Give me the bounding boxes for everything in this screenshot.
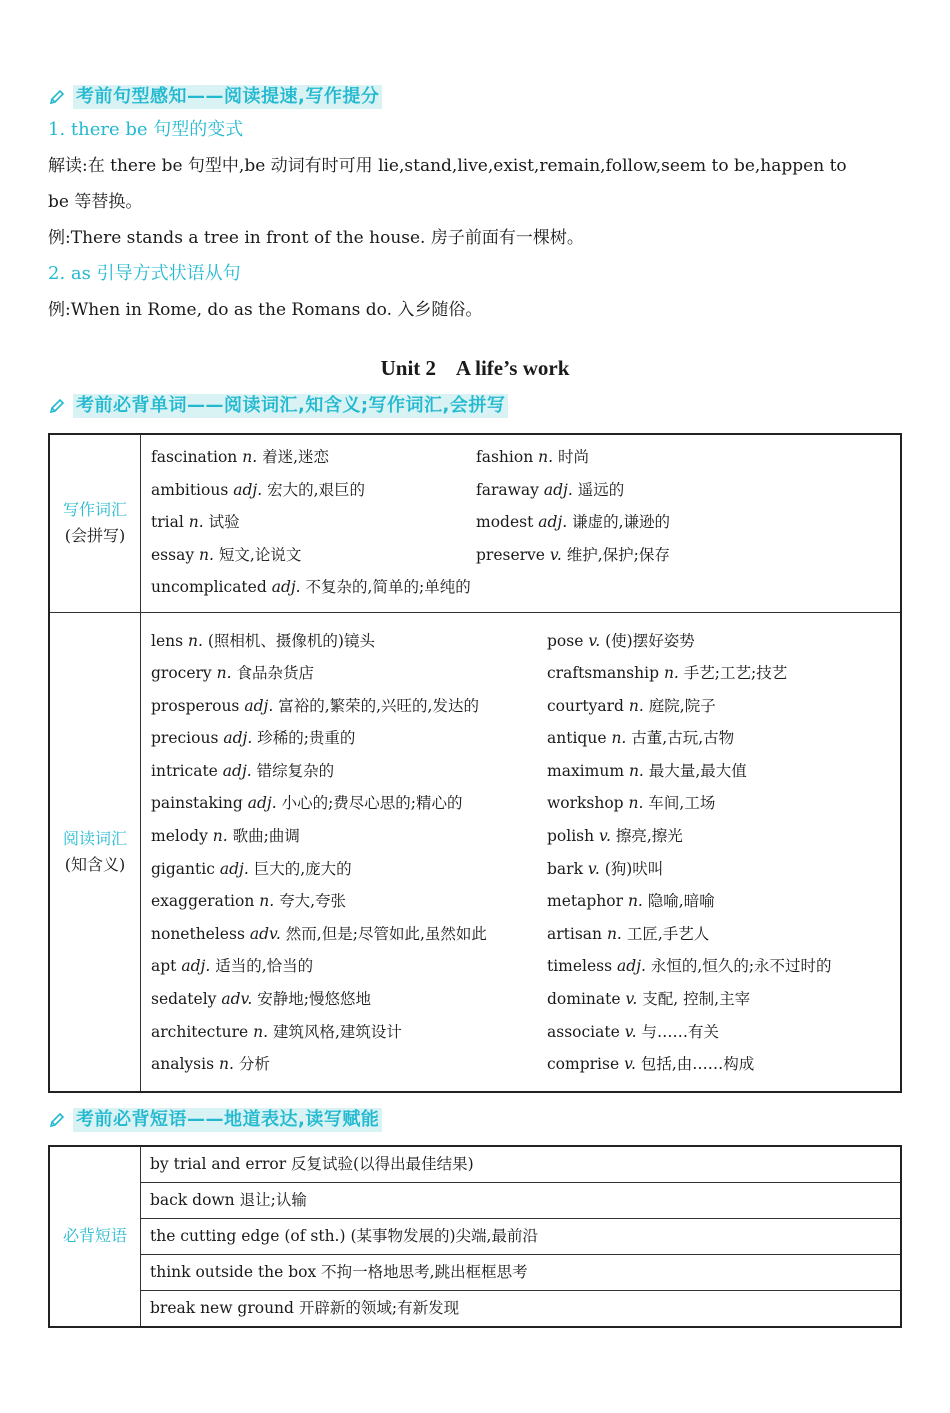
vocab-entry <box>547 657 899 690</box>
vocab-meaning: 与……有关 <box>641 1022 720 1041</box>
vocab-meaning: 珍稀的;贵重的 <box>257 729 356 748</box>
vocab-entry <box>547 983 899 1016</box>
vocab-meaning: 车间,工场 <box>648 794 716 813</box>
vocab-pos: v. <box>624 1022 637 1041</box>
vocab-pos: n. <box>188 513 204 531</box>
pencil-icon <box>48 88 66 106</box>
vocab-pos: adj. <box>233 480 263 499</box>
vocab-word: maximum <box>547 761 625 780</box>
vocab-meaning: 适当的,恰当的 <box>215 957 314 976</box>
phrase-row <box>49 1182 901 1218</box>
vocab-pos: adj. <box>223 729 253 748</box>
vocab-meaning: 分析 <box>238 1055 270 1074</box>
vocab-word: sedately <box>151 990 217 1009</box>
vocab-word: nonetheless <box>151 924 245 943</box>
vocab-pos: adv. <box>221 990 253 1009</box>
vocab-entry <box>151 853 547 886</box>
pencil-icon <box>48 397 66 415</box>
pencil-icon <box>48 1111 66 1129</box>
vocab-word: bark <box>547 859 583 878</box>
section-heading-vocab <box>48 393 902 419</box>
vocab-word: analysis <box>151 1055 215 1074</box>
vocab-pos: adj. <box>271 578 301 596</box>
vocab-pos: n. <box>242 448 258 466</box>
vocab-meaning: 试验 <box>208 513 240 531</box>
vocab-meaning: 小心的;费尽心思的;精心的 <box>281 794 463 813</box>
vocab-meaning: 然而,但是;尽管如此,虽然如此 <box>285 924 487 943</box>
vocab-word: comprise <box>547 1055 620 1074</box>
vocab-word: trial <box>151 513 184 531</box>
vocab-meaning: (照相机、摄像机的)镜头 <box>207 631 375 650</box>
phrase-row <box>49 1290 901 1327</box>
vocab-word: craftsmanship <box>547 664 659 683</box>
vocab-pos: n. <box>628 696 644 715</box>
vocab-word: workshop <box>547 794 624 813</box>
reading-words-cell <box>141 612 902 1092</box>
writing-words-cell <box>141 434 902 612</box>
vocab-entry <box>151 441 476 474</box>
writing-row <box>49 434 901 612</box>
vocab-word: fashion <box>476 448 534 466</box>
vocab-pos: n. <box>628 761 644 780</box>
vocab-entry <box>547 918 899 951</box>
vocab-word: precious <box>151 729 219 748</box>
phrase-item: by trial and error 反复试验(以得出最佳结果) <box>141 1146 902 1183</box>
vocab-word: associate <box>547 1022 620 1041</box>
vocab-pos: n. <box>253 1022 269 1041</box>
vocab-entry <box>547 755 899 788</box>
vocab-meaning: 不复杂的,简单的;单纯的 <box>305 578 471 596</box>
vocab-entry <box>547 787 899 820</box>
vocab-word: artisan <box>547 924 603 943</box>
vocab-meaning: 短文,论说文 <box>218 545 302 564</box>
vocab-entry <box>151 571 476 604</box>
vocab-entry <box>151 1016 547 1049</box>
vocab-word: pose <box>547 631 584 650</box>
vocab-word: lens <box>151 631 184 650</box>
vocab-meaning: (狗)吠叫 <box>604 859 664 878</box>
vocab-word: timeless <box>547 957 613 976</box>
vocab-word: apt <box>151 957 177 976</box>
phrase-row <box>49 1218 901 1254</box>
writing-label-main: 写作词汇 <box>62 500 127 520</box>
vocab-word: ambitious <box>151 480 229 499</box>
vocab-pos: adj. <box>617 957 646 976</box>
vocab-meaning: 富裕的,繁荣的,兴旺的,发达的 <box>278 696 479 715</box>
vocab-word: gigantic <box>151 859 215 878</box>
vocab-word: painstaking <box>151 794 243 813</box>
vocab-word: dominate <box>547 990 621 1009</box>
vocab-pos: v. <box>587 859 600 878</box>
vocab-meaning: 最大量,最大值 <box>648 761 747 780</box>
vocab-entry <box>151 983 547 1016</box>
vocab-entry <box>547 950 899 983</box>
vocab-meaning: 建筑风格,建筑设计 <box>272 1022 402 1041</box>
vocab-pos: n. <box>216 664 232 683</box>
vocab-pos: v. <box>625 990 638 1009</box>
reading-label-main: 阅读词汇 <box>62 828 127 848</box>
vocab-word: preserve <box>476 545 545 564</box>
writing-label <box>49 434 141 612</box>
vocab-pos: n. <box>627 892 643 911</box>
vocab-entry <box>547 1016 899 1049</box>
vocab-entry <box>151 625 547 658</box>
vocab-pos: n. <box>606 924 622 943</box>
vocab-entry <box>547 885 899 918</box>
vocab-entry <box>151 787 547 820</box>
vocab-meaning: 擦亮,擦光 <box>615 827 683 846</box>
vocab-entry <box>151 690 547 723</box>
vocab-entry <box>547 820 899 853</box>
vocab-meaning: 手艺;工艺;技艺 <box>683 664 788 683</box>
phrase-label-main: 必背短语 <box>62 1226 127 1246</box>
vocab-pos: n. <box>188 631 203 650</box>
vocab-entry <box>151 950 547 983</box>
vocab-pos: adj. <box>244 696 274 715</box>
vocab-meaning: 歌曲;曲调 <box>232 827 300 846</box>
vocab-entry <box>547 690 899 723</box>
section-heading-phrases <box>48 1107 902 1133</box>
vocab-word: grocery <box>151 664 212 683</box>
vocab-entry <box>151 1048 547 1081</box>
page <box>48 84 902 1328</box>
phrase-item: think outside the box 不拘一格地思考,跳出框框思考 <box>141 1254 902 1290</box>
vocab-pos: adj. <box>543 480 573 499</box>
vocab-meaning: 着迷,迷恋 <box>262 448 330 466</box>
vocab-entry <box>151 474 476 507</box>
vocab-pos: adj. <box>538 513 568 531</box>
vocab-entry <box>151 506 476 539</box>
vocab-entry <box>547 1048 899 1081</box>
vocab-meaning: 永恒的,恒久的;永不过时的 <box>650 957 832 976</box>
vocab-meaning: 支配, 控制,主宰 <box>642 990 751 1009</box>
vocab-pos: n. <box>628 794 644 813</box>
vocab-pos: n. <box>218 1055 234 1074</box>
unit-title: Unit 2 A life’s work <box>380 356 570 380</box>
reading-label-sub: (知含义) <box>64 854 126 874</box>
vocab-meaning: 古董,古玩,古物 <box>631 729 735 748</box>
item1-line1: 解读:在 there be 句型中,be 动词有时可用 lie,stand,live,exist,remain,follow,seem to be,happen to <box>48 156 847 176</box>
vocab-word: exaggeration <box>151 892 255 911</box>
vocab-entry <box>547 722 899 755</box>
vocab-meaning: 夸大,夸张 <box>279 892 347 911</box>
vocab-pos: v. <box>624 1055 636 1074</box>
phrase-item: break new ground 开辟新的领域;有新发现 <box>141 1290 902 1327</box>
vocab-table <box>48 433 902 1093</box>
vocab-entry <box>151 885 547 918</box>
vocab-entry <box>476 539 899 572</box>
vocab-pos: n. <box>538 448 554 466</box>
phrase-row <box>49 1254 901 1290</box>
phrase-heading-text: 考前必背短语——地道表达,读写赋能 <box>73 1108 382 1132</box>
vocab-word: faraway <box>476 480 539 499</box>
vocab-meaning: 安静地;慢悠悠地 <box>257 990 372 1009</box>
vocab-pos: adj. <box>247 794 277 813</box>
vocab-meaning: 庭院,院子 <box>648 696 716 715</box>
phrase-item: the cutting edge (of sth.) (某事物发展的)尖端,最前沿 <box>141 1218 902 1254</box>
reading-label <box>49 612 141 1092</box>
vocab-entry <box>547 625 899 658</box>
phrase-label <box>49 1146 141 1327</box>
vocab-meaning: 谦虚的,谦逊的 <box>572 513 671 531</box>
vocab-entry <box>151 755 547 788</box>
vocab-word: melody <box>151 827 208 846</box>
phrase-item: back down 退让;认输 <box>141 1182 902 1218</box>
reading-word-grid <box>142 614 899 1090</box>
item1-example: 例:There stands a tree in front of the house. 房子前面有一棵树。 <box>48 228 584 248</box>
section-heading-sentence <box>48 84 902 110</box>
vocab-pos: n. <box>199 545 214 564</box>
vocab-word: polish <box>547 827 595 846</box>
vocab-entry <box>151 820 547 853</box>
writing-label-sub: (会拼写) <box>64 526 126 546</box>
vocab-meaning: 包括,由……构成 <box>640 1055 755 1074</box>
item2-example: 例:When in Rome, do as the Romans do. 入乡随俗。 <box>48 300 483 320</box>
vocab-word: essay <box>151 545 195 564</box>
writing-word-grid <box>142 436 899 611</box>
vocab-pos: n. <box>611 729 627 748</box>
reading-row <box>49 612 901 1092</box>
vocab-word: uncomplicated <box>151 578 267 596</box>
vocab-word: metaphor <box>547 892 623 911</box>
vocab-word: fascination <box>151 448 238 466</box>
vocab-pos: adj. <box>222 761 252 780</box>
vocab-pos: n. <box>212 827 228 846</box>
vocab-meaning: 遥远的 <box>577 480 625 499</box>
vocab-entry <box>547 853 899 886</box>
vocab-word: courtyard <box>547 696 624 715</box>
vocab-pos: adj. <box>181 957 211 976</box>
vocab-meaning: 巨大的,庞大的 <box>253 859 352 878</box>
vocab-pos: v. <box>549 545 562 564</box>
vocab-entry <box>476 441 899 474</box>
phrase-table <box>48 1145 902 1328</box>
vocab-meaning: 维护,保护;保存 <box>566 545 670 564</box>
vocab-word: intricate <box>151 761 218 780</box>
item1-line2: be 等替换。 <box>48 192 143 212</box>
vocab-word: antique <box>547 729 607 748</box>
vocab-entry <box>151 918 547 951</box>
vocab-word: modest <box>476 513 534 531</box>
item2-title: 2. as 引导方式状语从句 <box>48 263 241 284</box>
vocab-pos: adj. <box>219 859 249 878</box>
section-heading-text: 考前句型感知——阅读提速,写作提分 <box>73 85 382 109</box>
phrase-row <box>49 1146 901 1183</box>
vocab-meaning: 错综复杂的 <box>256 761 335 780</box>
vocab-entry <box>151 657 547 690</box>
vocab-meaning: 宏大的,艰巨的 <box>267 480 365 499</box>
vocab-meaning: 工匠,手艺人 <box>626 924 710 943</box>
vocab-meaning: 隐喻,暗喻 <box>647 892 715 911</box>
vocab-pos: adv. <box>249 924 281 943</box>
vocab-meaning: 食品杂货店 <box>236 664 314 683</box>
vocab-pos: v. <box>599 827 611 846</box>
vocab-pos: n. <box>259 892 275 911</box>
vocab-entry <box>151 539 476 572</box>
vocab-entry <box>476 474 899 507</box>
vocab-meaning: 时尚 <box>557 448 589 466</box>
vocab-heading-text: 考前必背单词——阅读词汇,知含义;写作词汇,会拼写 <box>73 394 508 418</box>
vocab-meaning: (使)摆好姿势 <box>605 631 695 650</box>
vocab-pos: n. <box>663 664 679 683</box>
vocab-word: prosperous <box>151 696 240 715</box>
vocab-word: architecture <box>151 1022 249 1041</box>
vocab-entry <box>151 722 547 755</box>
item1-title: 1. there be 句型的变式 <box>48 119 244 140</box>
vocab-entry <box>476 506 899 539</box>
vocab-pos: v. <box>588 631 601 650</box>
